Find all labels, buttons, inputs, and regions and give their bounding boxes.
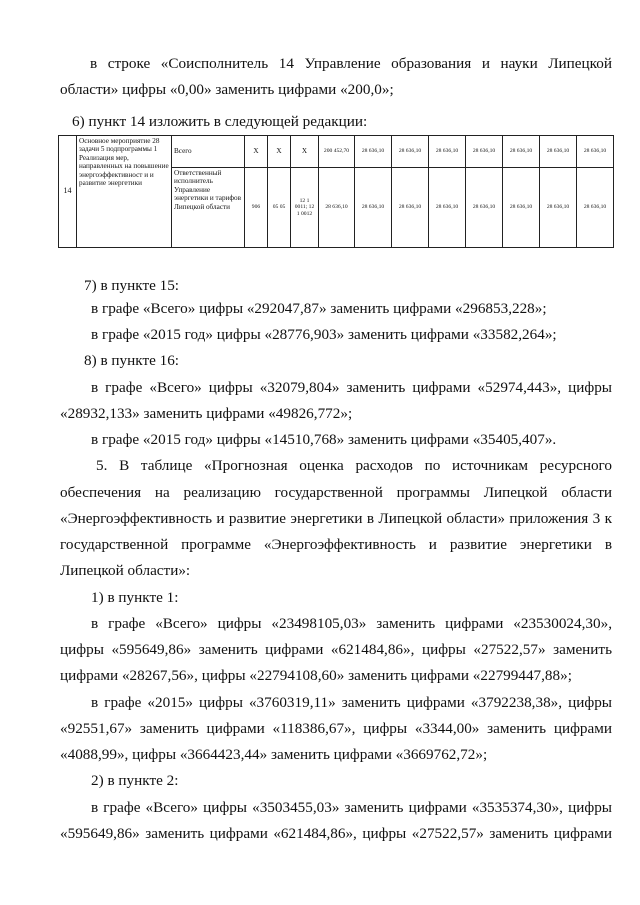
year-cell: 28 636,10 xyxy=(429,136,466,168)
year-cell: 28 636,10 xyxy=(577,168,614,248)
year-cell: 28 636,10 xyxy=(577,136,614,168)
paragraph-line: «92551,67» заменить цифрами «118386,67», цифры «3344,00» заменить цифрами xyxy=(60,720,612,737)
paragraph-line: обеспечения на реализацию государственной программы Липецкой области xyxy=(60,484,612,501)
paragraph-line: 8) в пункте 16: xyxy=(84,352,180,369)
measure-cell: Основное мероприятие 28 задачи 5 подпрограммы 1 Реализация мер, направленных на повышение энергоэффективност и и развитие энергетики xyxy=(77,136,172,248)
paragraph-line: в графе «Всего» цифры «32079,804» заменить цифрами «52974,443», цифры xyxy=(91,379,612,396)
year-cell: 28 636,10 xyxy=(466,168,503,248)
paragraph-line: в графе «Всего» цифры «23498105,03» заменить цифрами «23530024,30», xyxy=(91,615,612,632)
paragraph-line: области» цифры «0,00» заменить цифрами «200,0»; xyxy=(60,81,394,98)
total-cell: 28 636,10 xyxy=(319,168,355,248)
year-cell: 28 636,10 xyxy=(355,136,392,168)
paragraph-line: 2) в пункте 2: xyxy=(91,772,179,789)
year-cell: 28 636,10 xyxy=(429,168,466,248)
csr-cell: 12 1 0011; 12 1 0012 xyxy=(291,168,319,248)
year-cell: 28 636,10 xyxy=(392,136,429,168)
year-cell: 28 636,10 xyxy=(540,136,577,168)
paragraph-line: «Энергоэффективность и развитие энергетики в Липецкой области» приложения 3 к xyxy=(60,510,612,527)
paragraph-line: 5. В таблице «Прогнозная оценка расходов по источникам ресурсного xyxy=(96,457,612,474)
gr-cell: 906 xyxy=(245,168,268,248)
year-cell: 28 636,10 xyxy=(392,168,429,248)
program-table xyxy=(58,135,614,248)
rz-cell: 05 05 xyxy=(268,168,291,248)
paragraph-line: 7) в пункте 15: xyxy=(84,277,180,294)
csr-cell: X xyxy=(291,136,319,168)
paragraph-line: в графе «2015 год» цифры «14510,768» заменить цифрами «35405,407». xyxy=(91,431,557,448)
table-row xyxy=(59,136,614,168)
paragraph-line: государственной программе «Энергоэффективность и развитие энергетики в xyxy=(60,536,612,553)
paragraph-line: «4088,99», цифры «3664423,44» заменить цифрами «3669762,72»; xyxy=(60,746,488,763)
row-number-cell: 14 xyxy=(59,136,77,248)
paragraph-line: в строке «Соисполнитель 14 Управление образования и науки Липецкой xyxy=(90,55,612,72)
paragraph-line: цифрами «28267,56», цифры «22794108,60» заменить цифрами «22799447,88»; xyxy=(60,667,572,684)
paragraph-line: в графе «Всего» цифры «3503455,03» заменить цифрами «3535374,30», цифры xyxy=(91,799,612,816)
paragraph-line: «595649,86» заменить цифрами «621484,86», цифры «27522,57» заменить цифрами xyxy=(60,825,612,842)
year-cell: 28 636,10 xyxy=(503,168,540,248)
paragraph-line: в графе «Всего» цифры «292047,87» заменить цифрами «296853,228»; xyxy=(91,300,547,317)
paragraph-line: цифры «595649,86» заменить цифрами «621484,86», цифры «27522,57» заменить xyxy=(60,641,612,658)
paragraph-line: в графе «2015» цифры «3760319,11» заменить цифрами «3792238,38», цифры xyxy=(91,694,612,711)
executor-cell: Ответственный исполнитель Управление энергетики и тарифов Липецкой области xyxy=(172,168,245,248)
year-cell: 28 636,10 xyxy=(355,168,392,248)
year-cell: 28 636,10 xyxy=(466,136,503,168)
paragraph-line: Липецкой области»: xyxy=(60,562,191,579)
paragraph-line: «28932,133» заменить цифрами «49826,772»; xyxy=(60,405,353,422)
total-cell: 200 452,70 xyxy=(319,136,355,168)
year-cell: 28 636,10 xyxy=(503,136,540,168)
gr-cell: X xyxy=(245,136,268,168)
rz-cell: X xyxy=(268,136,291,168)
year-cell: 28 636,10 xyxy=(540,168,577,248)
paragraph-line: в графе «2015 год» цифры «28776,903» заменить цифрами «33582,264»; xyxy=(91,326,557,343)
executor-cell: Всего xyxy=(172,136,245,168)
paragraph-line: 1) в пункте 1: xyxy=(91,589,179,606)
paragraph-line: 6) пункт 14 изложить в следующей редакции: xyxy=(72,113,368,130)
